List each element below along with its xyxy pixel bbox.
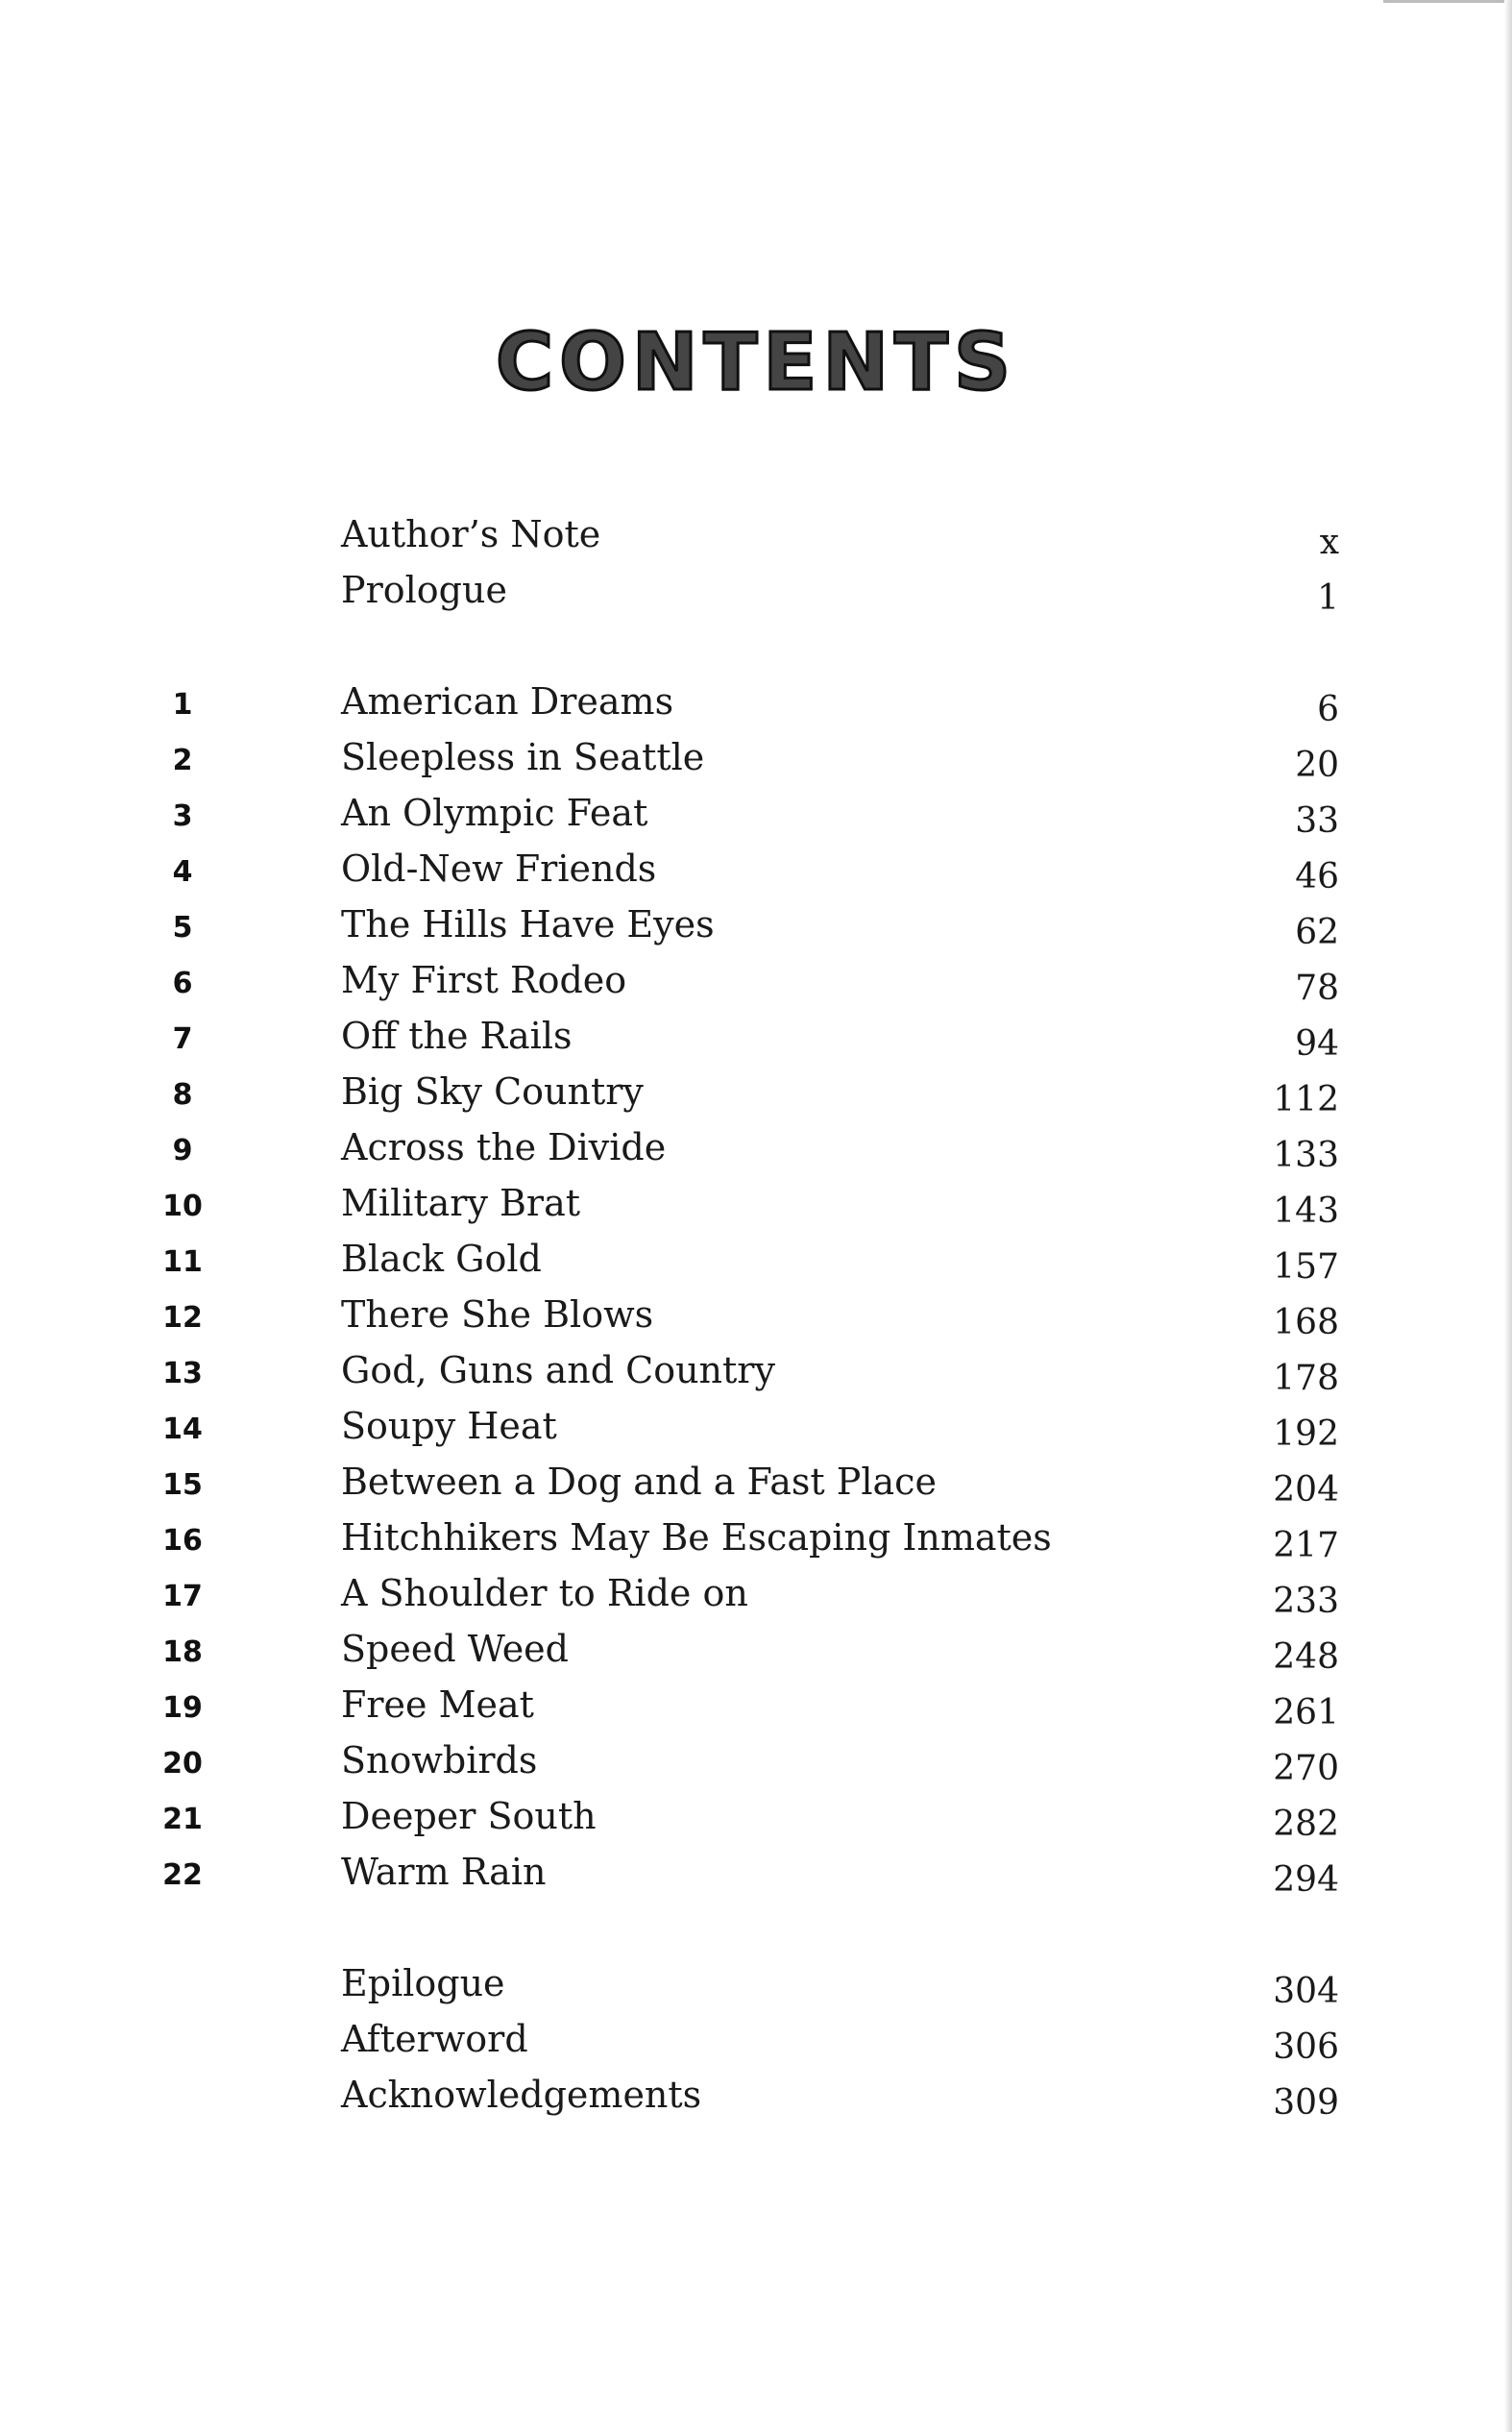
page-number: 20: [1295, 746, 1339, 785]
chapter-number: 6: [172, 967, 193, 1000]
page-number: 62: [1295, 913, 1339, 952]
page-number: 309: [1273, 2083, 1339, 2123]
chapter-number: 17: [162, 1580, 203, 1613]
entry-title: The Hills Have Eyes: [341, 903, 715, 946]
page-number: 270: [1273, 1749, 1339, 1788]
page-number: 248: [1273, 1637, 1339, 1677]
entry-title: My First Rodeo: [341, 959, 627, 1001]
chapter-entry: [0, 1178, 1512, 1234]
chapter-number: 22: [162, 1858, 203, 1892]
chapter-number: 20: [162, 1747, 203, 1781]
entry-title: An Olympic Feat: [341, 792, 648, 834]
entry-title: Speed Weed: [341, 1628, 569, 1670]
chapter-number: 18: [162, 1635, 203, 1669]
chapter-number: 19: [162, 1691, 203, 1725]
chapter-entry: [0, 1067, 1512, 1122]
chapter-entry: [0, 1457, 1512, 1512]
chapter-entry: [0, 1791, 1512, 1847]
front-matter-entry: [0, 509, 1512, 565]
entry-title: Old-New Friends: [341, 848, 657, 890]
chapter-number: 7: [172, 1022, 193, 1056]
page-number: 6: [1317, 690, 1339, 729]
chapter-entry: [0, 844, 1512, 899]
chapter-number: 8: [172, 1078, 193, 1112]
entry-title: Off the Rails: [341, 1015, 573, 1057]
chapter-entry: [0, 1345, 1512, 1401]
chapter-number: 5: [172, 911, 193, 945]
chapter-entry: [0, 1735, 1512, 1791]
entry-title: Between a Dog and a Fast Place: [341, 1461, 937, 1503]
chapter-number: 10: [162, 1190, 203, 1223]
page-number: x: [1319, 523, 1339, 562]
chapter-number: 12: [162, 1301, 203, 1335]
back-matter-entry: [0, 1958, 1512, 2014]
chapter-entry: [0, 1290, 1512, 1345]
page-number: 1: [1317, 578, 1339, 618]
chapter-number: 4: [172, 855, 193, 889]
page-number: 178: [1273, 1359, 1339, 1398]
page-number: 157: [1273, 1247, 1339, 1287]
page-number: 168: [1273, 1303, 1339, 1342]
entry-title: Warm Rain: [341, 1851, 547, 1893]
chapter-number: 9: [172, 1134, 193, 1167]
chapter-number: 14: [162, 1413, 203, 1446]
page-number: 217: [1273, 1526, 1339, 1565]
entry-title: American Dreams: [341, 680, 674, 723]
page-number: 233: [1273, 1582, 1339, 1621]
front-matter-list: [0, 509, 1512, 621]
entry-title: Afterword: [341, 2018, 528, 2060]
entry-title: Epilogue: [341, 1962, 505, 2004]
page-number: 112: [1273, 1080, 1339, 1119]
table-of-contents: [0, 509, 1512, 2125]
entry-title: Sleepless in Seattle: [341, 736, 705, 778]
chapter-list: [0, 676, 1512, 1903]
chapter-entry: [0, 1680, 1512, 1735]
chapter-number: 2: [172, 744, 193, 777]
page-number: 133: [1273, 1136, 1339, 1175]
page-number: 304: [1273, 1972, 1339, 2011]
chapter-number: 11: [162, 1245, 203, 1279]
entry-title: Black Gold: [341, 1238, 542, 1280]
chapter-entry: [0, 955, 1512, 1011]
entry-title: Soupy Heat: [341, 1405, 557, 1447]
chapter-entry: [0, 1401, 1512, 1457]
entry-title: A Shoulder to Ride on: [341, 1572, 748, 1614]
entry-title: Snowbirds: [341, 1739, 538, 1781]
chapter-number: 13: [162, 1357, 203, 1390]
page-number: 33: [1295, 801, 1339, 841]
chapter-entry: [0, 1512, 1512, 1568]
chapter-number: 16: [162, 1524, 203, 1558]
entry-title: Big Sky Country: [341, 1070, 644, 1113]
back-matter-list: [0, 1958, 1512, 2125]
page-edge-top: [1383, 0, 1512, 3]
entry-title: Hitchhikers May Be Escaping Inmates: [341, 1516, 1052, 1559]
page-number: 204: [1273, 1470, 1339, 1510]
front-matter-entry: [0, 565, 1512, 621]
chapter-entry: [0, 1568, 1512, 1624]
page-number: 143: [1273, 1191, 1339, 1231]
page-number: 94: [1295, 1024, 1339, 1064]
page-title: CONTENTS: [495, 317, 1017, 408]
entry-title: Prologue: [341, 569, 507, 611]
page-number: 261: [1273, 1693, 1339, 1732]
page-number: 306: [1273, 2027, 1339, 2067]
chapter-entry: [0, 1624, 1512, 1680]
chapter-entry: [0, 899, 1512, 955]
entry-title: Free Meat: [341, 1683, 534, 1726]
chapter-number: 3: [172, 799, 193, 833]
back-matter-entry: [0, 2014, 1512, 2070]
page-number: 78: [1295, 969, 1339, 1008]
chapter-number: 15: [162, 1468, 203, 1502]
chapter-number: 21: [162, 1803, 203, 1836]
page-number: 192: [1273, 1414, 1339, 1454]
page-number: 294: [1273, 1860, 1339, 1900]
back-matter-entry: [0, 2070, 1512, 2125]
entry-title: Across the Divide: [341, 1126, 667, 1168]
chapter-entry: [0, 1847, 1512, 1903]
chapter-entry: [0, 732, 1512, 788]
chapter-entry: [0, 788, 1512, 844]
entry-title: Acknowledgements: [341, 2074, 702, 2116]
page-number: 46: [1295, 857, 1339, 897]
chapter-entry: [0, 676, 1512, 732]
entry-title: Deeper South: [341, 1795, 597, 1837]
entry-title: Author’s Note: [341, 513, 601, 555]
page-number: 282: [1273, 1805, 1339, 1844]
chapter-entry: [0, 1011, 1512, 1067]
entry-title: Military Brat: [341, 1182, 581, 1224]
entry-title: God, Guns and Country: [341, 1349, 775, 1391]
chapter-entry: [0, 1122, 1512, 1178]
chapter-number: 1: [172, 688, 193, 722]
chapter-entry: [0, 1234, 1512, 1290]
entry-title: There She Blows: [341, 1293, 654, 1336]
